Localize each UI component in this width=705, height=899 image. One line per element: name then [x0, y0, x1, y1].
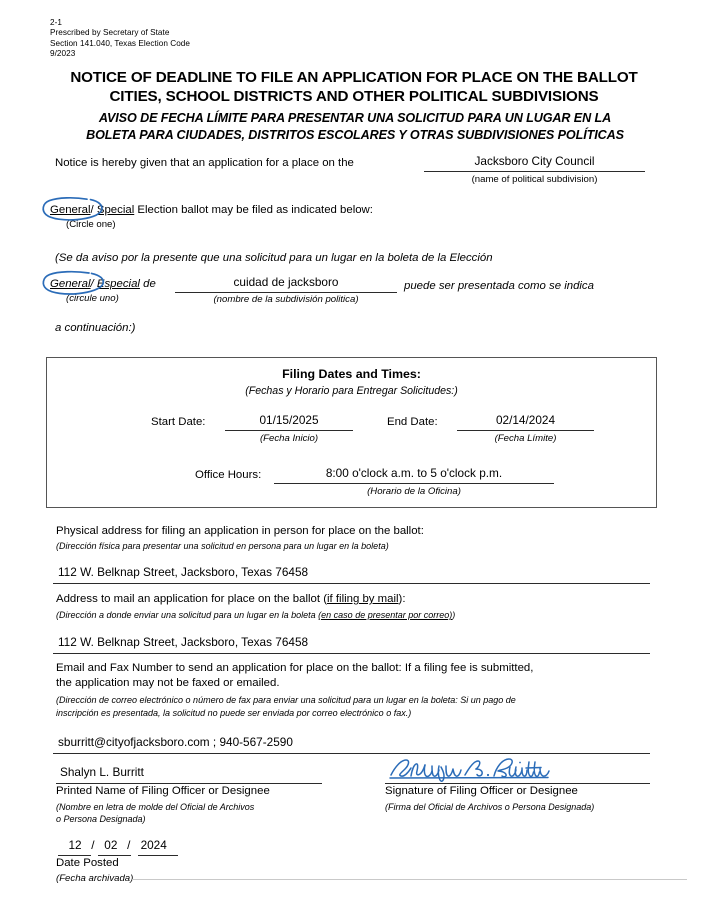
date-posted-year-rule [138, 855, 178, 856]
email-fax-label-line2: the application may not be faxed or emailed. [56, 677, 280, 689]
physical-address-label: Physical address for filing an application in person for place on the ballot: [56, 525, 424, 537]
election-type-general-en[interactable]: General [50, 204, 91, 216]
start-date-caption: (Fecha Inicio) [259, 433, 319, 444]
mailing-address-label-es-underlined: (en caso de presentar por correo) [318, 610, 453, 620]
election-type-special-en[interactable]: Special [96, 204, 135, 216]
date-posted-month[interactable]: 12 [68, 838, 82, 852]
office-hours-label: Office Hours: [195, 469, 262, 481]
mailing-address-label-underlined: if filing by mail [327, 593, 399, 605]
date-posted-label-es: (Fecha archivada) [56, 873, 134, 884]
date-posted-year[interactable]: 2024 [140, 838, 167, 852]
end-date-rule [457, 430, 594, 431]
email-fax-label-line1: Email and Fax Number to send an application for place on the ballot: If a filing fee is submitted, [56, 662, 534, 674]
filing-box-subtitle: (Fechas y Horario para Entregar Solicitudes:) [245, 385, 458, 397]
title-spanish-line2: BOLETA PARA CIUDADES, DISTRITOS ESCOLARES Y OTRAS SUBDIVISIONES POLÍTICAS [86, 127, 624, 142]
title-spanish [24, 110, 686, 143]
title-spanish-line1: AVISO DE FECHA LÍMITE PARA PRESENTAR UNA SOLICITUD PARA UN LUGAR EN LA [98, 111, 612, 125]
email-fax-label-es-line2: inscripción es presentada, la solicitud no puede ser enviada por correo electrónico o fax.) [56, 708, 412, 718]
mailing-address-label [56, 592, 406, 606]
notice-continuation-es: a continuación:) [55, 322, 136, 334]
subdivision-name-value[interactable]: Jacksboro City Council [474, 154, 595, 168]
start-date-value[interactable]: 01/15/2025 [259, 413, 319, 427]
printed-name-value[interactable]: Shalyn L. Burritt [60, 765, 144, 779]
date-posted-day[interactable]: 02 [104, 838, 118, 852]
scan-artifact-line [132, 879, 687, 880]
date-posted-sep-1: / [91, 838, 95, 852]
date-posted-sep-2: / [127, 838, 131, 852]
form-number: 2-1 [50, 18, 62, 27]
filing-dates-box [46, 357, 657, 508]
signature-label: Signature of Filing Officer or Designee [385, 785, 578, 797]
mailing-address-rule [53, 653, 650, 654]
start-date-label: Start Date: [151, 416, 206, 428]
election-type-trailing-en: Election ballot may be filed as indicated below: [137, 204, 373, 216]
election-type-general-es[interactable]: General [50, 278, 91, 290]
de-label-es: de [143, 278, 156, 290]
title-english [24, 68, 684, 106]
mailing-address-label-es [56, 608, 455, 622]
subdivision-name-caption: (name of political subdivision) [471, 174, 598, 185]
notice-trailing-es: puede ser presentada como se indica [404, 280, 594, 292]
mailing-address-label-es-main: (Dirección a donde enviar una solicitud para un lugar en la boleta [56, 610, 319, 620]
mailing-address-label-main: Address to mail an application for place on the ballot ( [56, 593, 328, 605]
date-posted-label: Date Posted [56, 857, 119, 869]
circle-one-caption-es: (circule uno) [66, 293, 119, 304]
email-fax-rule [53, 753, 650, 754]
title-english-line2: CITIES, SCHOOL DISTRICTS AND OTHER POLITICAL SUBDIVISIONS [109, 88, 599, 105]
statute-section: Section 141.040, Texas Election Code [50, 38, 191, 48]
printed-name-label-es-line2: o Persona Designada) [56, 814, 146, 824]
election-type-row-es [50, 277, 156, 291]
prescribed-by: Prescribed by Secretary of State [50, 28, 170, 38]
end-date-value[interactable]: 02/14/2024 [495, 413, 556, 427]
end-date-caption: (Fecha Límite) [494, 433, 557, 444]
form-meta-block [50, 18, 190, 60]
office-hours-rule [274, 483, 554, 484]
notice-lead-in: Notice is hereby given that an application for a place on the [55, 157, 354, 169]
election-type-row-en [50, 203, 373, 217]
date-posted-value [62, 838, 174, 852]
title-english-line1: NOTICE OF DEADLINE TO FILE AN APPLICATION FOR PLACE ON THE BALLOT [70, 69, 638, 86]
election-type-separator-en: / [90, 204, 94, 216]
printed-name-label-es-line1: (Nombre en letra de molde del Oficial de Archivos [56, 802, 255, 812]
physical-address-value[interactable]: 112 W. Belknap Street, Jacksboro, Texas 76458 [58, 565, 309, 579]
election-type-special-es[interactable]: Especial [96, 278, 140, 290]
office-hours-value[interactable]: 8:00 o'clock a.m. to 5 o'clock p.m. [325, 466, 503, 480]
revision-date: 9/2023 [50, 49, 76, 59]
email-fax-value[interactable]: sburritt@cityofjacksboro.com ; 940-567-2590 [58, 735, 293, 749]
handwritten-signature[interactable] [388, 756, 558, 782]
notice-lead-in-es: (Se da aviso por la presente que una solicitud para un lugar en la boleta de la Elección [55, 252, 493, 264]
filing-box-title: Filing Dates and Times: [282, 367, 421, 381]
start-date-rule [225, 430, 353, 431]
election-type-separator-es: / [90, 278, 94, 290]
mailing-address-label-es-close: ) [452, 610, 456, 620]
signature-label-es: (Firma del Oficial de Archivos o Persona Designada) [385, 802, 595, 812]
physical-address-label-es: (Dirección física para presentar una solicitud en persona para un lugar en la boleta) [56, 541, 389, 551]
subdivision-name-rule [424, 171, 645, 172]
physical-address-rule [53, 583, 650, 584]
mailing-address-value[interactable]: 112 W. Belknap Street, Jacksboro, Texas 76458 [58, 635, 309, 649]
email-fax-label-es-line1: (Dirección de correo electrónico o número de fax para enviar una solicitud para un lugar en la boleta: Si un pago de [56, 695, 516, 705]
mailing-address-label-close: ): [398, 593, 406, 605]
office-hours-caption: (Horario de la Oficina) [367, 486, 461, 497]
printed-name-label: Printed Name of Filing Officer or Designee [56, 785, 270, 797]
subdivision-name-value-es[interactable]: cuidad de jacksboro [233, 275, 339, 289]
circle-one-caption-en: (Circle one) [66, 219, 116, 230]
subdivision-name-caption-es: (nombre de la subdivisión politica) [213, 294, 359, 305]
end-date-label: End Date: [387, 416, 438, 428]
